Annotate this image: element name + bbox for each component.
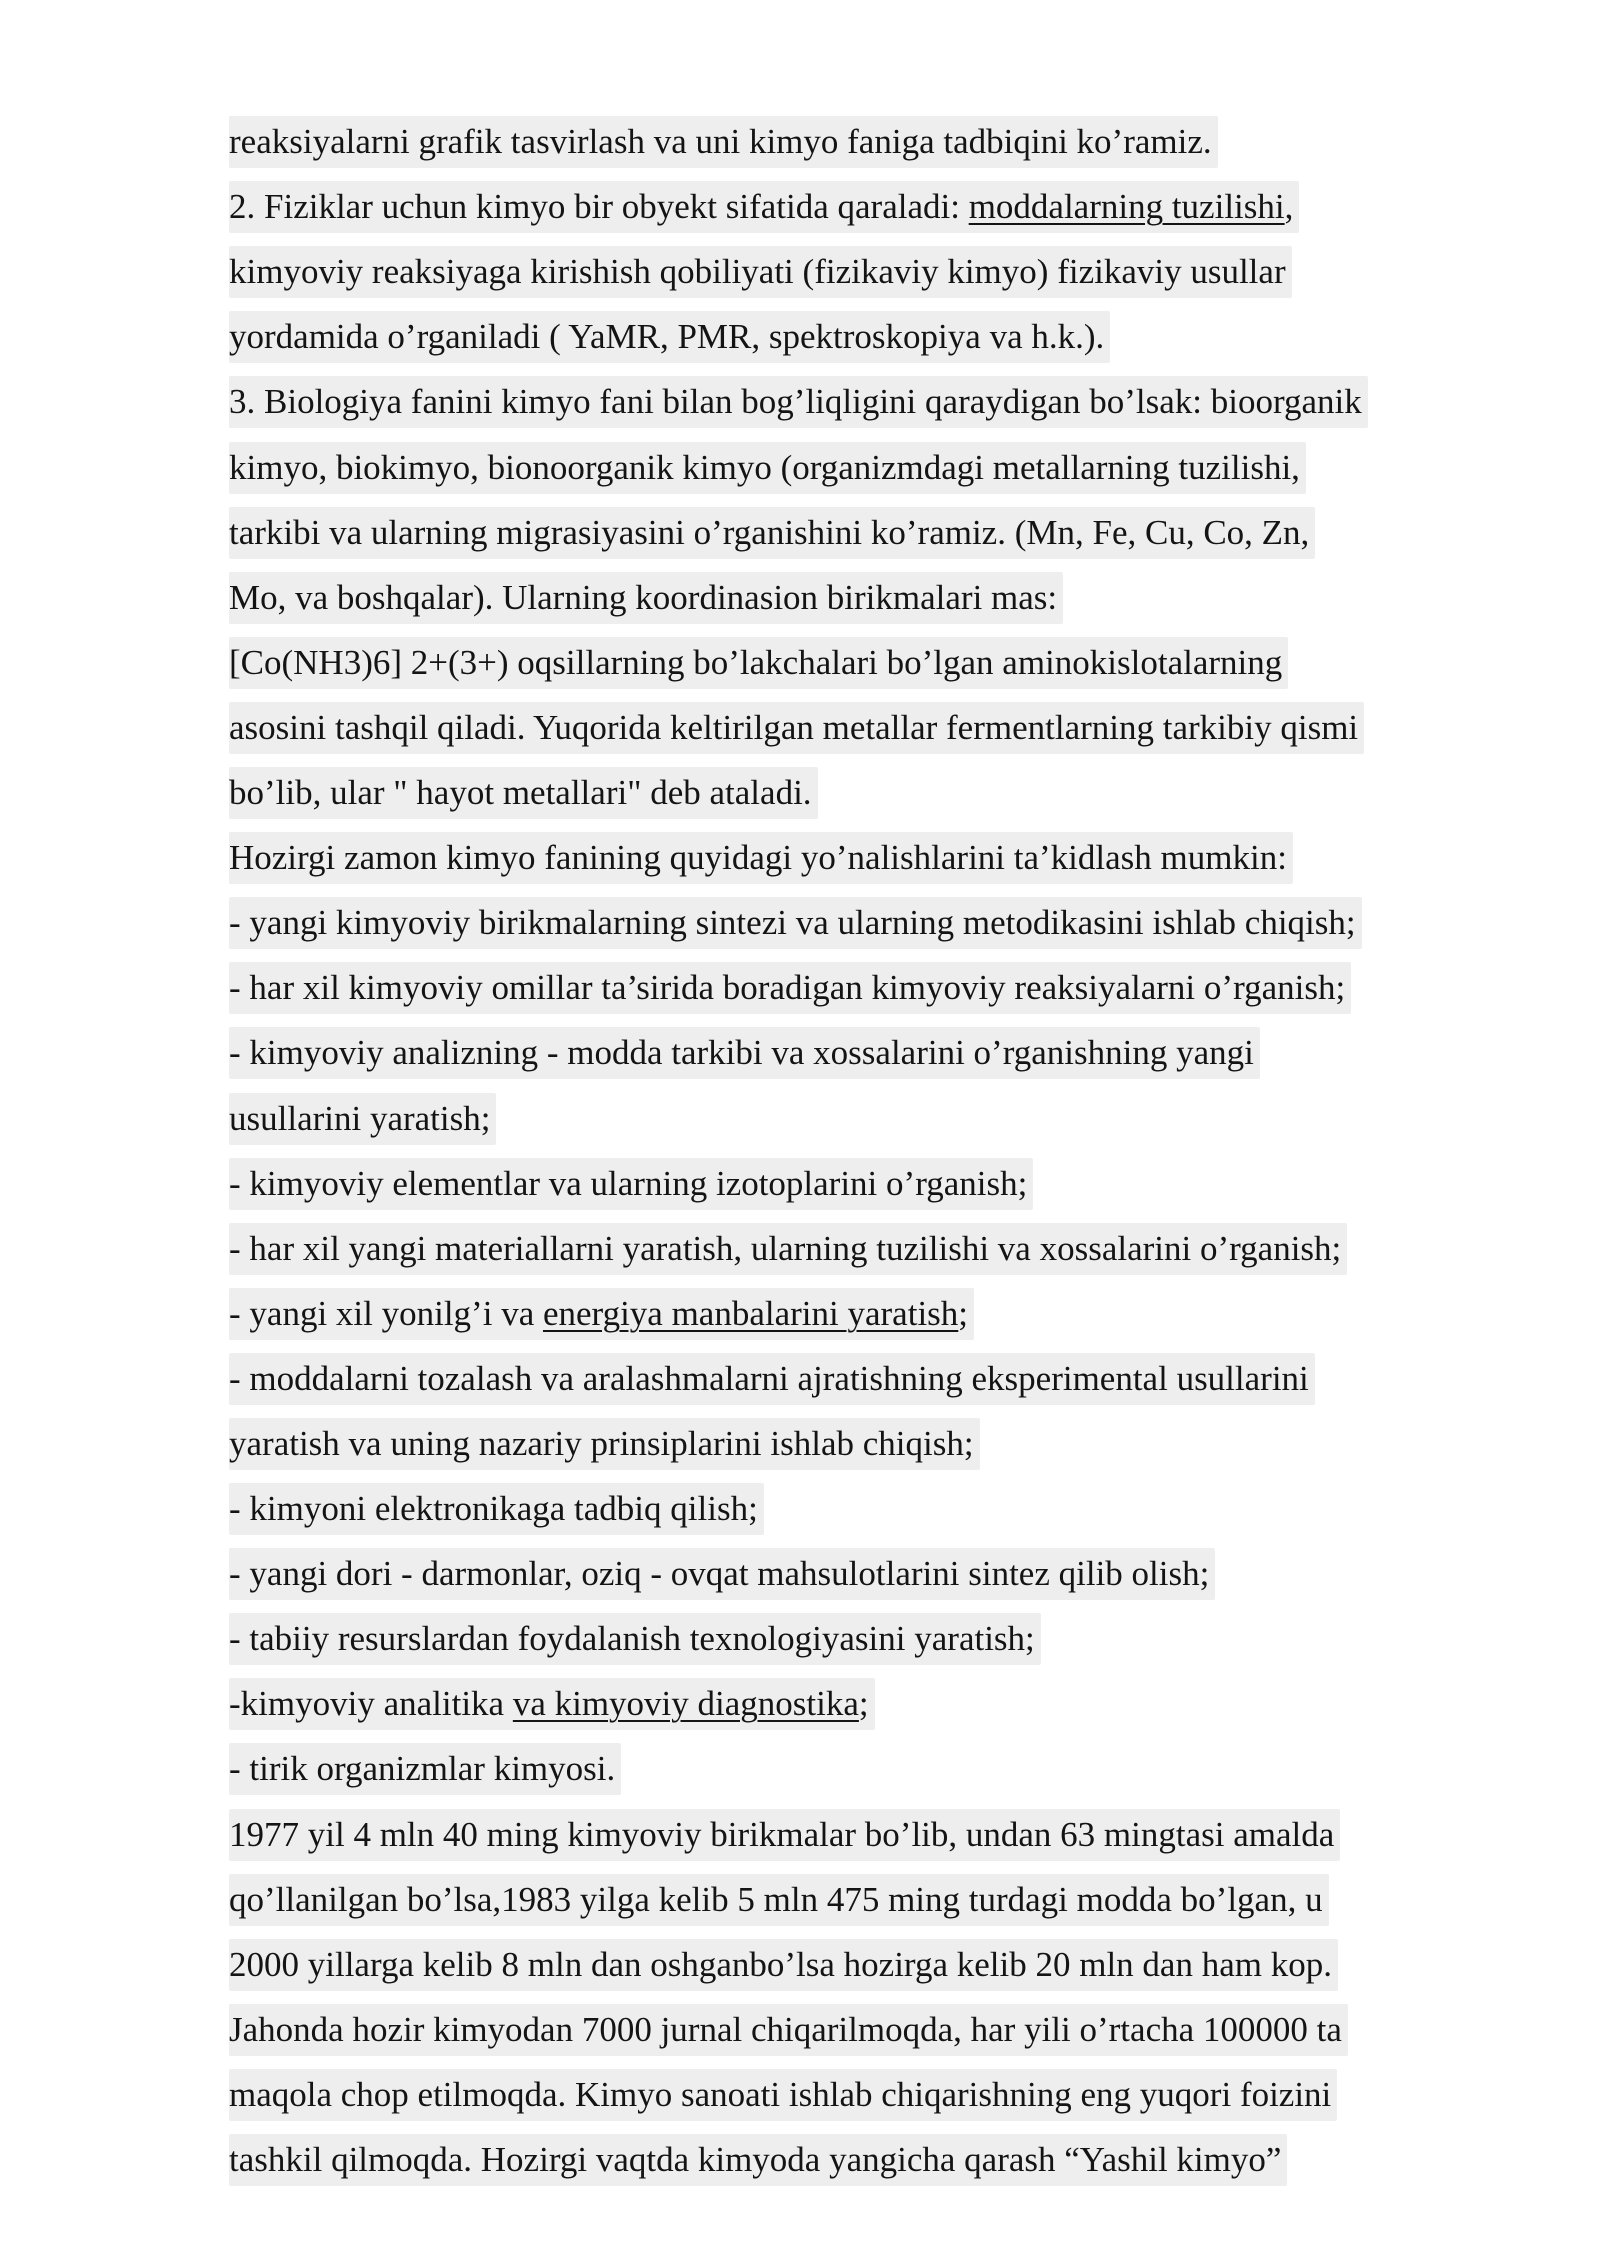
text-segment: ; (858, 1684, 869, 1723)
text-line (229, 1874, 1329, 1926)
text-segment: - kimyoni elektronikaga tadbiq qilish; (229, 1489, 758, 1528)
text-segment: tashkil qilmoqda. Hozirgi vaqtda kimyoda yangicha qarash “Yashil kimyo” (229, 2140, 1282, 2179)
text-segment: 1977 yil 4 mln 40 ming kimyoviy birikmalar bo’lib, undan 63 mingtasi amalda (229, 1815, 1335, 1854)
text-line (229, 1418, 980, 1470)
text-line (229, 1548, 1215, 1600)
text-segment: tarkibi va ularning migrasiyasini o’rganishini ko’ramiz. (Mn, Fe, Cu, Co, Zn, (229, 513, 1310, 552)
underlined-phrase: moddalarning tuzilishi (968, 187, 1285, 226)
text-segment: - har xil kimyoviy omillar ta’sirida boradigan kimyoviy reaksiyalarni o’rganish; (229, 968, 1346, 1007)
text-segment: - kimyoviy elementlar va ularning izotoplarini o’rganish; (229, 1164, 1028, 1203)
text-line (229, 1158, 1033, 1210)
text-segment: - tabiiy resurslardan foydalanish texnologiyasini yaratish; (229, 1619, 1035, 1658)
text-line (229, 637, 1288, 689)
text-segment: [Co(NH3)6] 2+(3+) oqsillarning bo’lakchalari bo’lgan aminokislotalarning (229, 643, 1283, 682)
text-segment: - har xil yangi materiallarni yaratish, ularning tuzilishi va xossalarini o’rganish; (229, 1229, 1342, 1268)
text-line (229, 832, 1293, 884)
text-segment: Jahonda hozir kimyodan 7000 jurnal chiqarilmoqda, har yili o’rtacha 100000 ta (229, 2010, 1342, 2049)
text-segment: - yangi xil yonilg’i va (229, 1294, 543, 1333)
text-segment: Hozirgi zamon kimyo fanining quyidagi yo’nalishlarini ta’kidlash mumkin: (229, 838, 1287, 877)
text-segment: - yangi dori - darmonlar, oziq - ovqat mahsulotlarini sintez qilib olish; (229, 1554, 1210, 1593)
text-segment: 2000 yillarga kelib 8 mln dan oshganbo’lsa hozirga kelib 20 mln dan ham kop. (229, 1945, 1332, 1984)
text-segment: 2. Fiziklar uchun kimyo bir obyekt sifatida qaraladi: (229, 187, 969, 226)
text-segment: -kimyoviy analitika (229, 1684, 513, 1723)
text-segment: - tirik organizmlar kimyosi. (229, 1749, 616, 1788)
text-segment: kimyo, biokimyo, bionoorganik kimyo (organizmdagi metallarning tuzilishi, (229, 448, 1300, 487)
text-line (229, 181, 1299, 233)
text-segment: qo’llanilgan bo’lsa,1983 yilga kelib 5 mln 475 ming turdagi modda bo’lgan, u (229, 1880, 1323, 1919)
text-line (229, 311, 1110, 363)
text-segment: kimyoviy reaksiyaga kirishish qobiliyati (fizikaviy kimyo) fizikaviy usullar (229, 252, 1286, 291)
text-segment: maqola chop etilmoqda. Kimyo sanoati ishlab chiqarishning eng yuqori foizini (229, 2075, 1332, 2114)
text-segment: yordamida o’rganiladi ( YaMR, PMR, spektroskopiya va h.k.). (229, 317, 1105, 356)
text-line (229, 2069, 1337, 2121)
text-segment: Mo, va boshqalar). Ularning koordinasion birikmalari mas: (229, 578, 1058, 617)
text-line (229, 1288, 974, 1340)
text-segment: 3. Biologiya fanini kimyo fani bilan bog’liqligini qaraydigan bo’lsak: bioorganik (229, 382, 1362, 421)
text-line (229, 376, 1368, 428)
text-line (229, 1809, 1340, 1861)
text-line (229, 1483, 764, 1535)
underlined-phrase: energiya manbalarini yaratish (542, 1294, 959, 1333)
text-segment: - moddalarni tozalash va aralashmalarni ajratishning eksperimental usullarini (229, 1359, 1309, 1398)
underlined-phrase: va kimyoviy diagnostika (512, 1684, 859, 1723)
text-line (229, 442, 1306, 494)
text-line (229, 116, 1218, 168)
text-line (229, 897, 1362, 949)
text-line (229, 702, 1364, 754)
text-line (229, 1613, 1041, 1665)
text-segment: bo’lib, ular " hayot metallari" deb ataladi. (229, 773, 812, 812)
text-segment: yaratish va uning nazariy prinsiplarini ishlab chiqish; (229, 1424, 974, 1463)
text-line (229, 1678, 875, 1730)
text-line (229, 1027, 1260, 1079)
text-segment: asosini tashqil qiladi. Yuqorida keltirilgan metallar fermentlarning tarkibiy qismi (229, 708, 1359, 747)
text-segment: - yangi kimyoviy birikmalarning sintezi va ularning metodikasini ishlab chiqish; (229, 903, 1356, 942)
text-line (229, 1093, 496, 1145)
text-segment: usullarini yaratish; (229, 1099, 491, 1138)
text-line (229, 507, 1315, 559)
text-line (229, 767, 818, 819)
text-segment: , (1284, 187, 1294, 226)
text-line (229, 246, 1292, 298)
text-line (229, 1223, 1347, 1275)
text-line (229, 2004, 1348, 2056)
text-line (229, 2134, 1287, 2186)
text-line (229, 1939, 1338, 1991)
text-line (229, 1353, 1315, 1405)
text-segment: reaksiyalarni grafik tasvirlash va uni kimyo faniga tadbiqini ko’ramiz. (229, 122, 1212, 161)
text-line (229, 572, 1063, 624)
text-line (229, 962, 1351, 1014)
text-segment: - kimyoviy analizning - modda tarkibi va xossalarini o’rganishning yangi (229, 1033, 1254, 1072)
text-segment: ; (958, 1294, 969, 1333)
text-line (229, 1743, 621, 1795)
